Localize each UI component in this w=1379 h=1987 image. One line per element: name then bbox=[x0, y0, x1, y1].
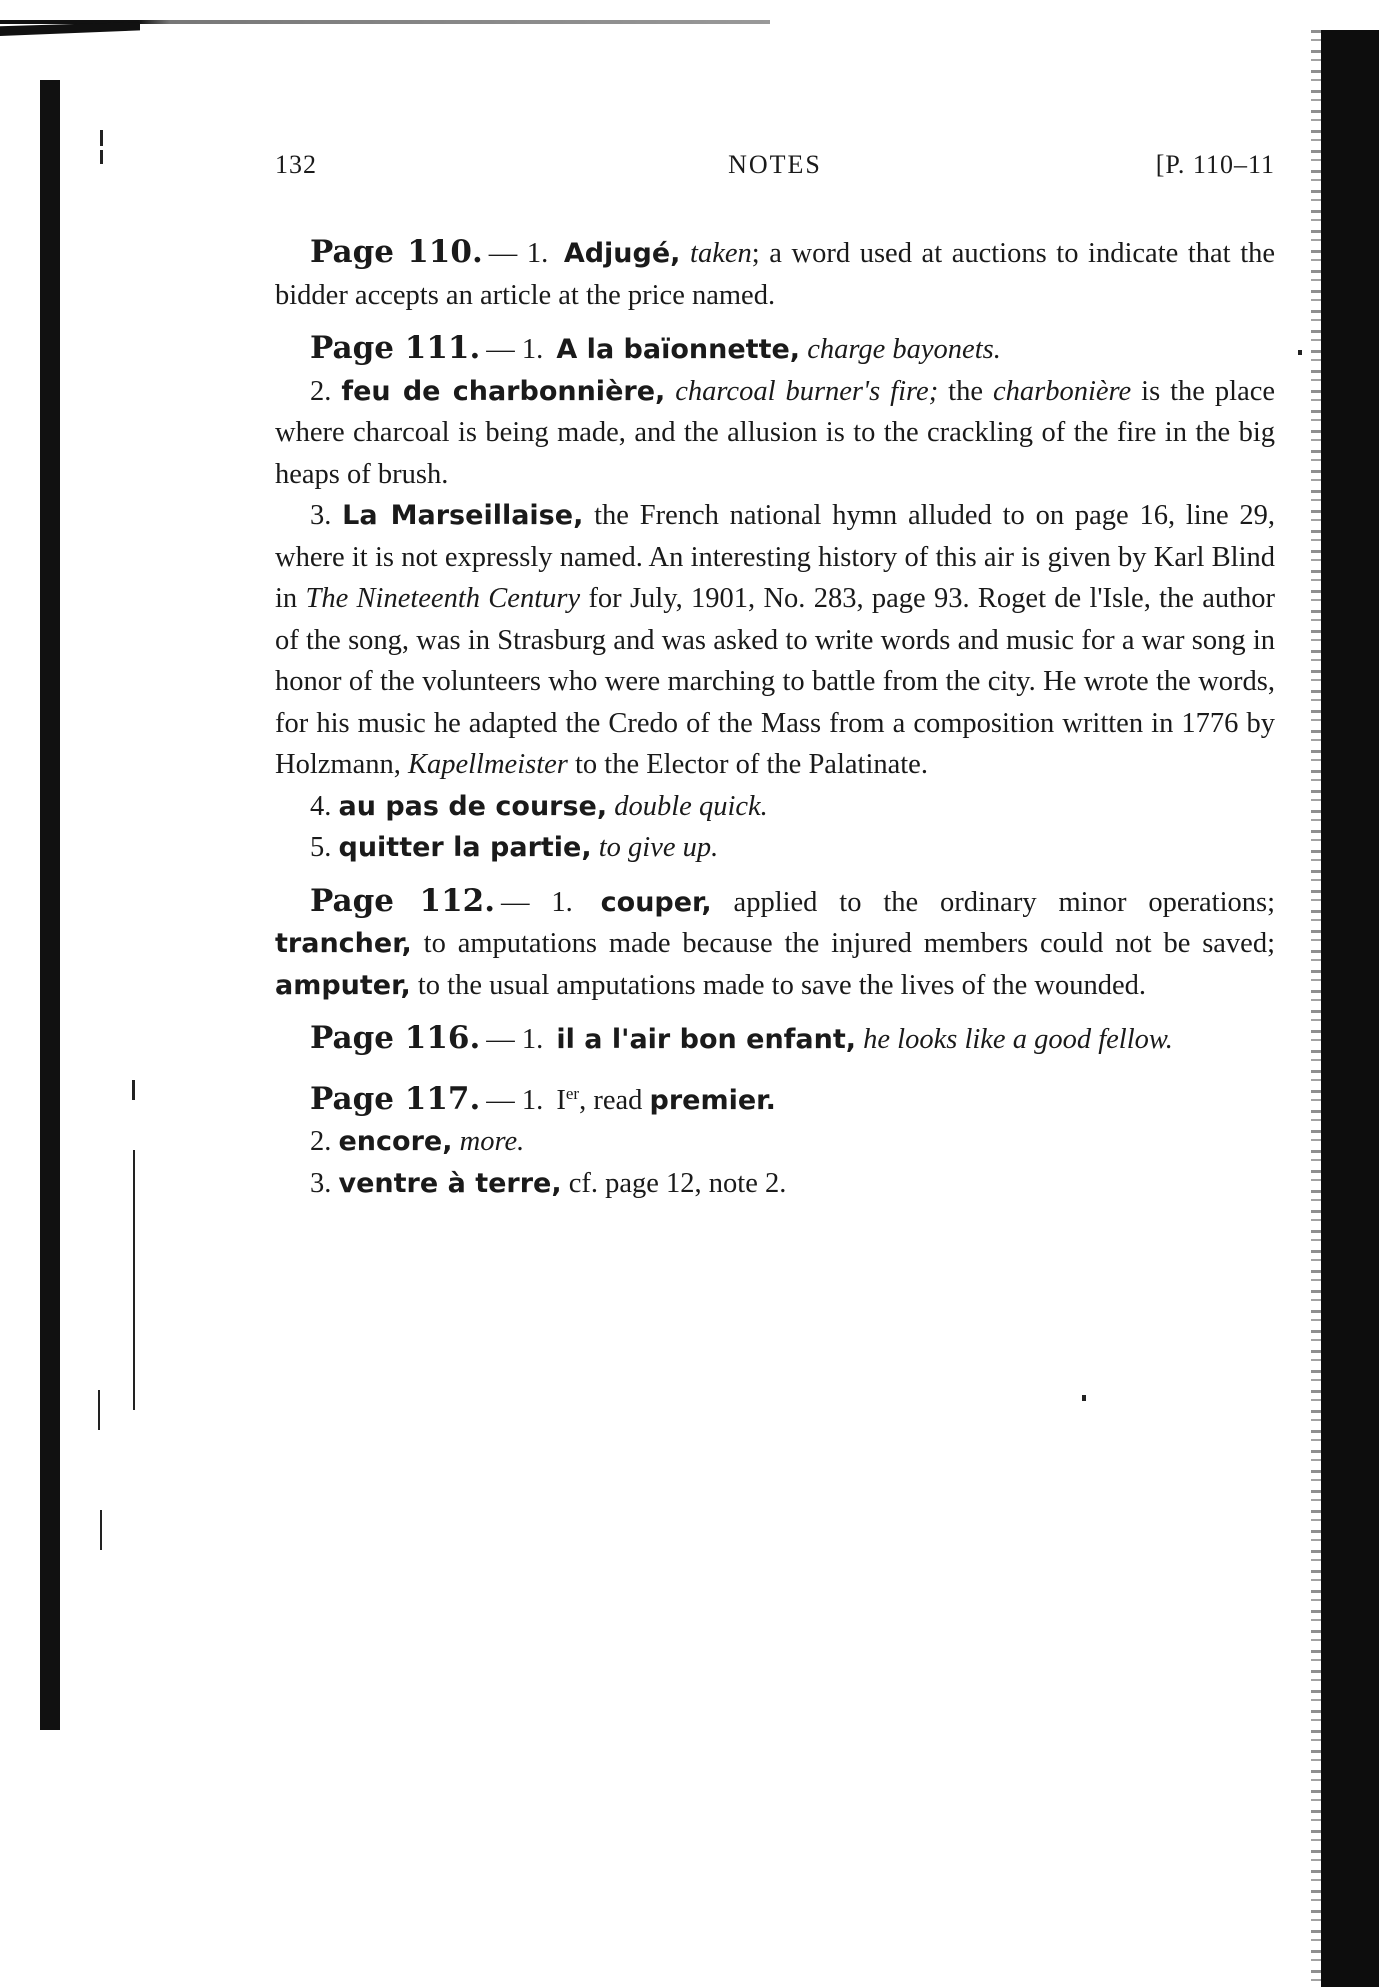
gloss: Kapellmeister bbox=[407, 749, 568, 780]
gloss: taken bbox=[690, 238, 752, 269]
term: ventre à terre, bbox=[338, 1167, 562, 1199]
scan-border-right-edge bbox=[1311, 30, 1321, 1987]
note-body: to the usual amputations made to save the lives of the wounded. bbox=[417, 969, 1147, 1001]
term: feu de charbonnière, bbox=[341, 375, 666, 407]
gloss: double quick. bbox=[614, 790, 768, 822]
note-text bbox=[275, 1073, 1275, 1122]
note-body: applied to the ordinary minor operations; bbox=[733, 886, 1276, 918]
note-number: 3. bbox=[310, 500, 332, 531]
note-text bbox=[275, 328, 1275, 371]
page-ref: Page 117. bbox=[310, 1080, 481, 1117]
abbreviation-base: I bbox=[556, 1084, 566, 1116]
notes-body bbox=[275, 232, 1275, 1204]
note-text bbox=[275, 495, 1275, 786]
note-text bbox=[275, 1018, 1275, 1061]
term: A la baïonnette, bbox=[556, 334, 801, 365]
note-body: ; a word used at auctions to indicate that the bidder accepts an article at the price named. bbox=[275, 238, 1276, 311]
note-number: 4. bbox=[310, 790, 332, 822]
note-text bbox=[275, 827, 1275, 869]
note-number: 2. bbox=[310, 1126, 332, 1157]
work-title: The Nineteenth Century bbox=[305, 583, 581, 614]
page-ref: Page 112. bbox=[310, 882, 496, 919]
note-page-117 bbox=[275, 1073, 1275, 1205]
running-head bbox=[275, 150, 1275, 190]
term: Adjugé, bbox=[563, 238, 681, 269]
note-body: cf. page 12, note 2. bbox=[568, 1167, 787, 1199]
note-number: — 1. bbox=[486, 334, 544, 365]
page-ref: Page 116. bbox=[310, 1020, 481, 1056]
note-body: is the place where charcoal is being made, and the allusion is to the crackling of the fire in the big heaps of brush. bbox=[275, 375, 1276, 490]
note-text bbox=[275, 371, 1275, 496]
gloss: he looks like a good fellow. bbox=[863, 1024, 1173, 1055]
page-range: [P. 110–11 bbox=[1155, 150, 1275, 179]
term: au pas de course, bbox=[338, 790, 608, 822]
page bbox=[275, 150, 1275, 1210]
note-text bbox=[275, 786, 1275, 828]
page-ref: Page 111. bbox=[310, 330, 481, 366]
note-body: to amputations made because the injured members could not be saved; bbox=[423, 928, 1275, 959]
note-body: , read bbox=[579, 1084, 643, 1116]
gloss: more. bbox=[459, 1126, 525, 1157]
note-number: — 1. bbox=[486, 1024, 544, 1055]
note-number: — 1. bbox=[501, 886, 573, 918]
note-page-112 bbox=[275, 881, 1275, 1007]
scan-border-left bbox=[40, 80, 60, 1730]
scan-border-right bbox=[1321, 30, 1379, 1987]
note-text bbox=[275, 1163, 1275, 1205]
note-text bbox=[275, 232, 1275, 316]
term: La Marseillaise, bbox=[342, 500, 584, 531]
term: couper, bbox=[600, 886, 712, 918]
note-number: 2. bbox=[310, 375, 332, 407]
note-body: the bbox=[948, 375, 983, 407]
note-body: for July, 1901, No. 283, page 93. Roget de l'Isle, the author of the song, was in Strasburg and was asked to write words and music for a war song in honor of the volunteers who were marching to battle from the city. He wrote the words, for his music he adapted the Credo of the Mass from a composition written in 1776 by Holzmann, bbox=[275, 583, 1276, 780]
term: premier. bbox=[649, 1084, 776, 1116]
note-number: 3. bbox=[310, 1167, 332, 1199]
page-title: NOTES bbox=[728, 150, 822, 179]
abbreviation-sup: er bbox=[565, 1083, 580, 1103]
note-number: — 1. bbox=[486, 1084, 544, 1116]
gloss: charge bayonets. bbox=[807, 334, 1001, 365]
note-number: — 1. bbox=[488, 238, 549, 269]
gloss: charcoal burner's fire; bbox=[675, 375, 939, 407]
note-page-111 bbox=[275, 328, 1275, 869]
scan-border-top-mark bbox=[0, 22, 140, 36]
abbreviation bbox=[556, 1085, 579, 1116]
page-ref: Page 110. bbox=[310, 234, 483, 270]
gloss: to give up. bbox=[598, 832, 719, 863]
note-page-116 bbox=[275, 1018, 1275, 1061]
term: encore, bbox=[338, 1126, 453, 1157]
note-body: the French national hymn alluded to on page 16, line 29, where it is not expressly named. An interesting history of this air is given by Karl Blind in bbox=[275, 500, 1276, 614]
term: amputer, bbox=[275, 969, 411, 1001]
note-number: 5. bbox=[310, 832, 332, 863]
term: il a l'air bon enfant, bbox=[556, 1024, 857, 1055]
note-text bbox=[275, 1121, 1275, 1163]
term: trancher, bbox=[275, 928, 412, 959]
page-number: 132 bbox=[275, 150, 317, 179]
note-text bbox=[275, 881, 1275, 1007]
note-page-110 bbox=[275, 232, 1275, 316]
gloss: charbonière bbox=[992, 375, 1132, 407]
term: quitter la partie, bbox=[338, 832, 592, 863]
note-body: to the Elector of the Palatinate. bbox=[575, 749, 928, 780]
